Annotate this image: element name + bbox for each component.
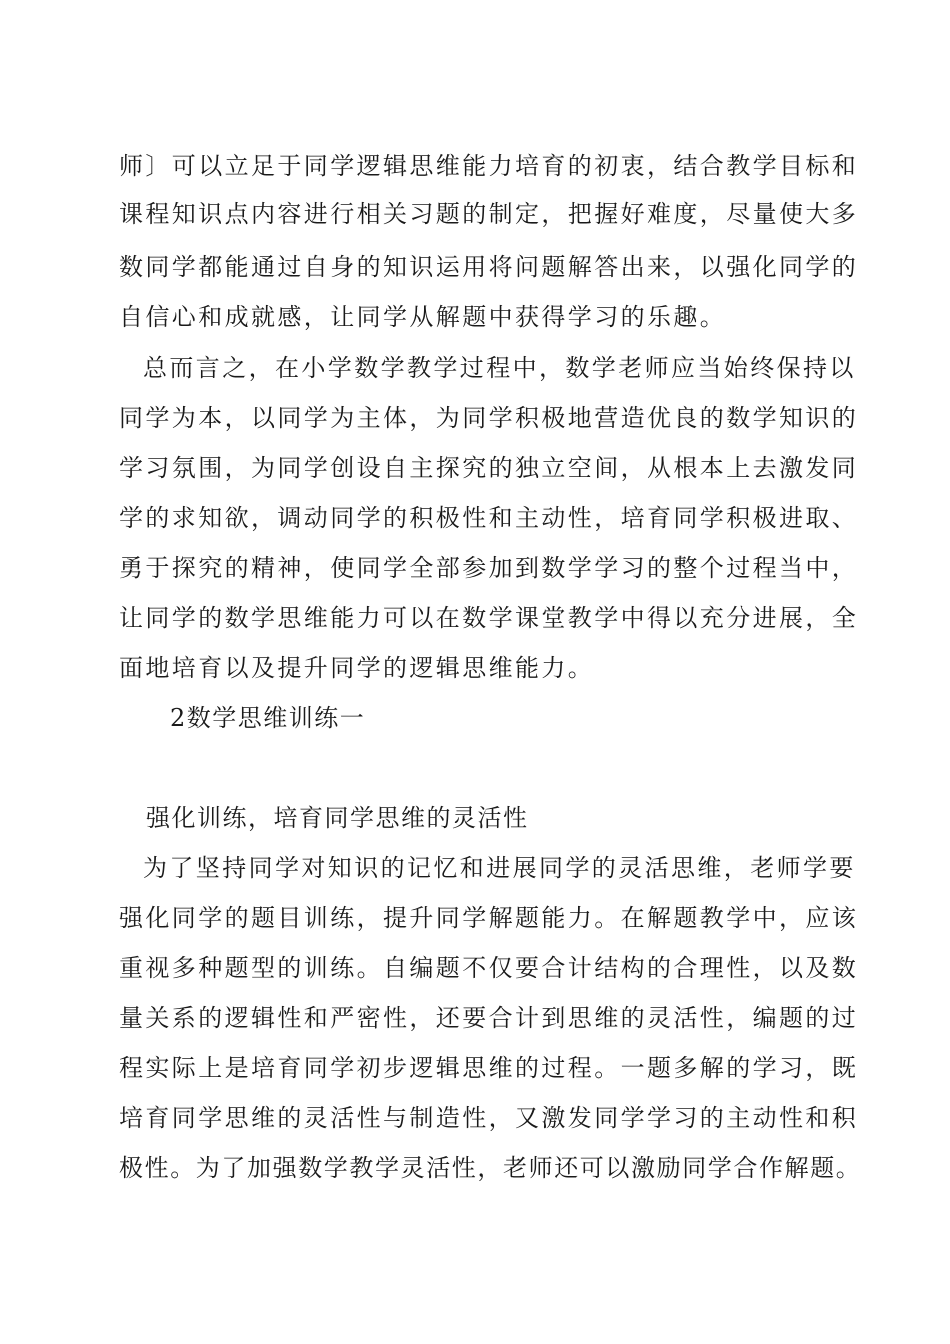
paragraph-line: 让同学的数学思维能力可以在数学课堂教学中得以充分进展，全: [119, 604, 859, 632]
paragraph-line: 课程知识点内容进行相关习题的制定，把握好难度，尽量使大多: [119, 200, 859, 228]
paragraph-line: 师〕可以立足于同学逻辑思维能力培育的初衷，结合教学目标和: [119, 152, 859, 180]
paragraph-line: 自信心和成就感，让同学从解题中获得学习的乐趣。: [119, 303, 727, 331]
paragraph-line: 为了坚持同学对知识的记忆和进展同学的灵活思维，老师学要: [143, 854, 856, 882]
paragraph-line: 强化同学的题目训练，提升同学解题能力。在解题教学中，应该: [119, 904, 859, 932]
paragraph-line: 程实际上是培育同学初步逻辑思维的过程。一题多解的学习，既: [119, 1054, 859, 1082]
paragraph-line: 重视多种题型的训练。自编题不仅要合计结构的合理性，以及数: [119, 954, 859, 982]
section-heading: 2数学思维训练一: [170, 704, 366, 732]
paragraph-line: 极性。为了加强数学教学灵活性，老师还可以激励同学合作解题。: [119, 1154, 862, 1182]
paragraph-line: 数同学都能通过自身的知识运用将问题解答出来，以强化同学的: [119, 253, 859, 281]
paragraph-line: 总而言之，在小学数学教学过程中，数学老师应当始终保持以: [143, 354, 856, 382]
paragraph-line: 学习氛围，为同学创设自主探究的独立空间，从根本上去激发同: [119, 454, 859, 482]
paragraph-line: 勇于探究的精神，使同学全部参加到数学学习的整个过程当中，: [119, 554, 859, 582]
paragraph-line: 同学为本，以同学为主体，为同学积极地营造优良的数学知识的: [119, 404, 859, 432]
paragraph-line: 量关系的逻辑性和严密性，还要合计到思维的灵活性，编题的过: [119, 1004, 859, 1032]
paragraph-line: 面地培育以及提升同学的逻辑思维能力。: [119, 654, 595, 682]
paragraph-line: 培育同学思维的灵活性与制造性，又激发同学学习的主动性和积: [119, 1104, 859, 1132]
paragraph-line: 学的求知欲，调动同学的积极性和主动性，培育同学积极进取、: [119, 504, 859, 532]
section-subheading: 强化训练，培育同学思维的灵活性: [146, 804, 529, 832]
